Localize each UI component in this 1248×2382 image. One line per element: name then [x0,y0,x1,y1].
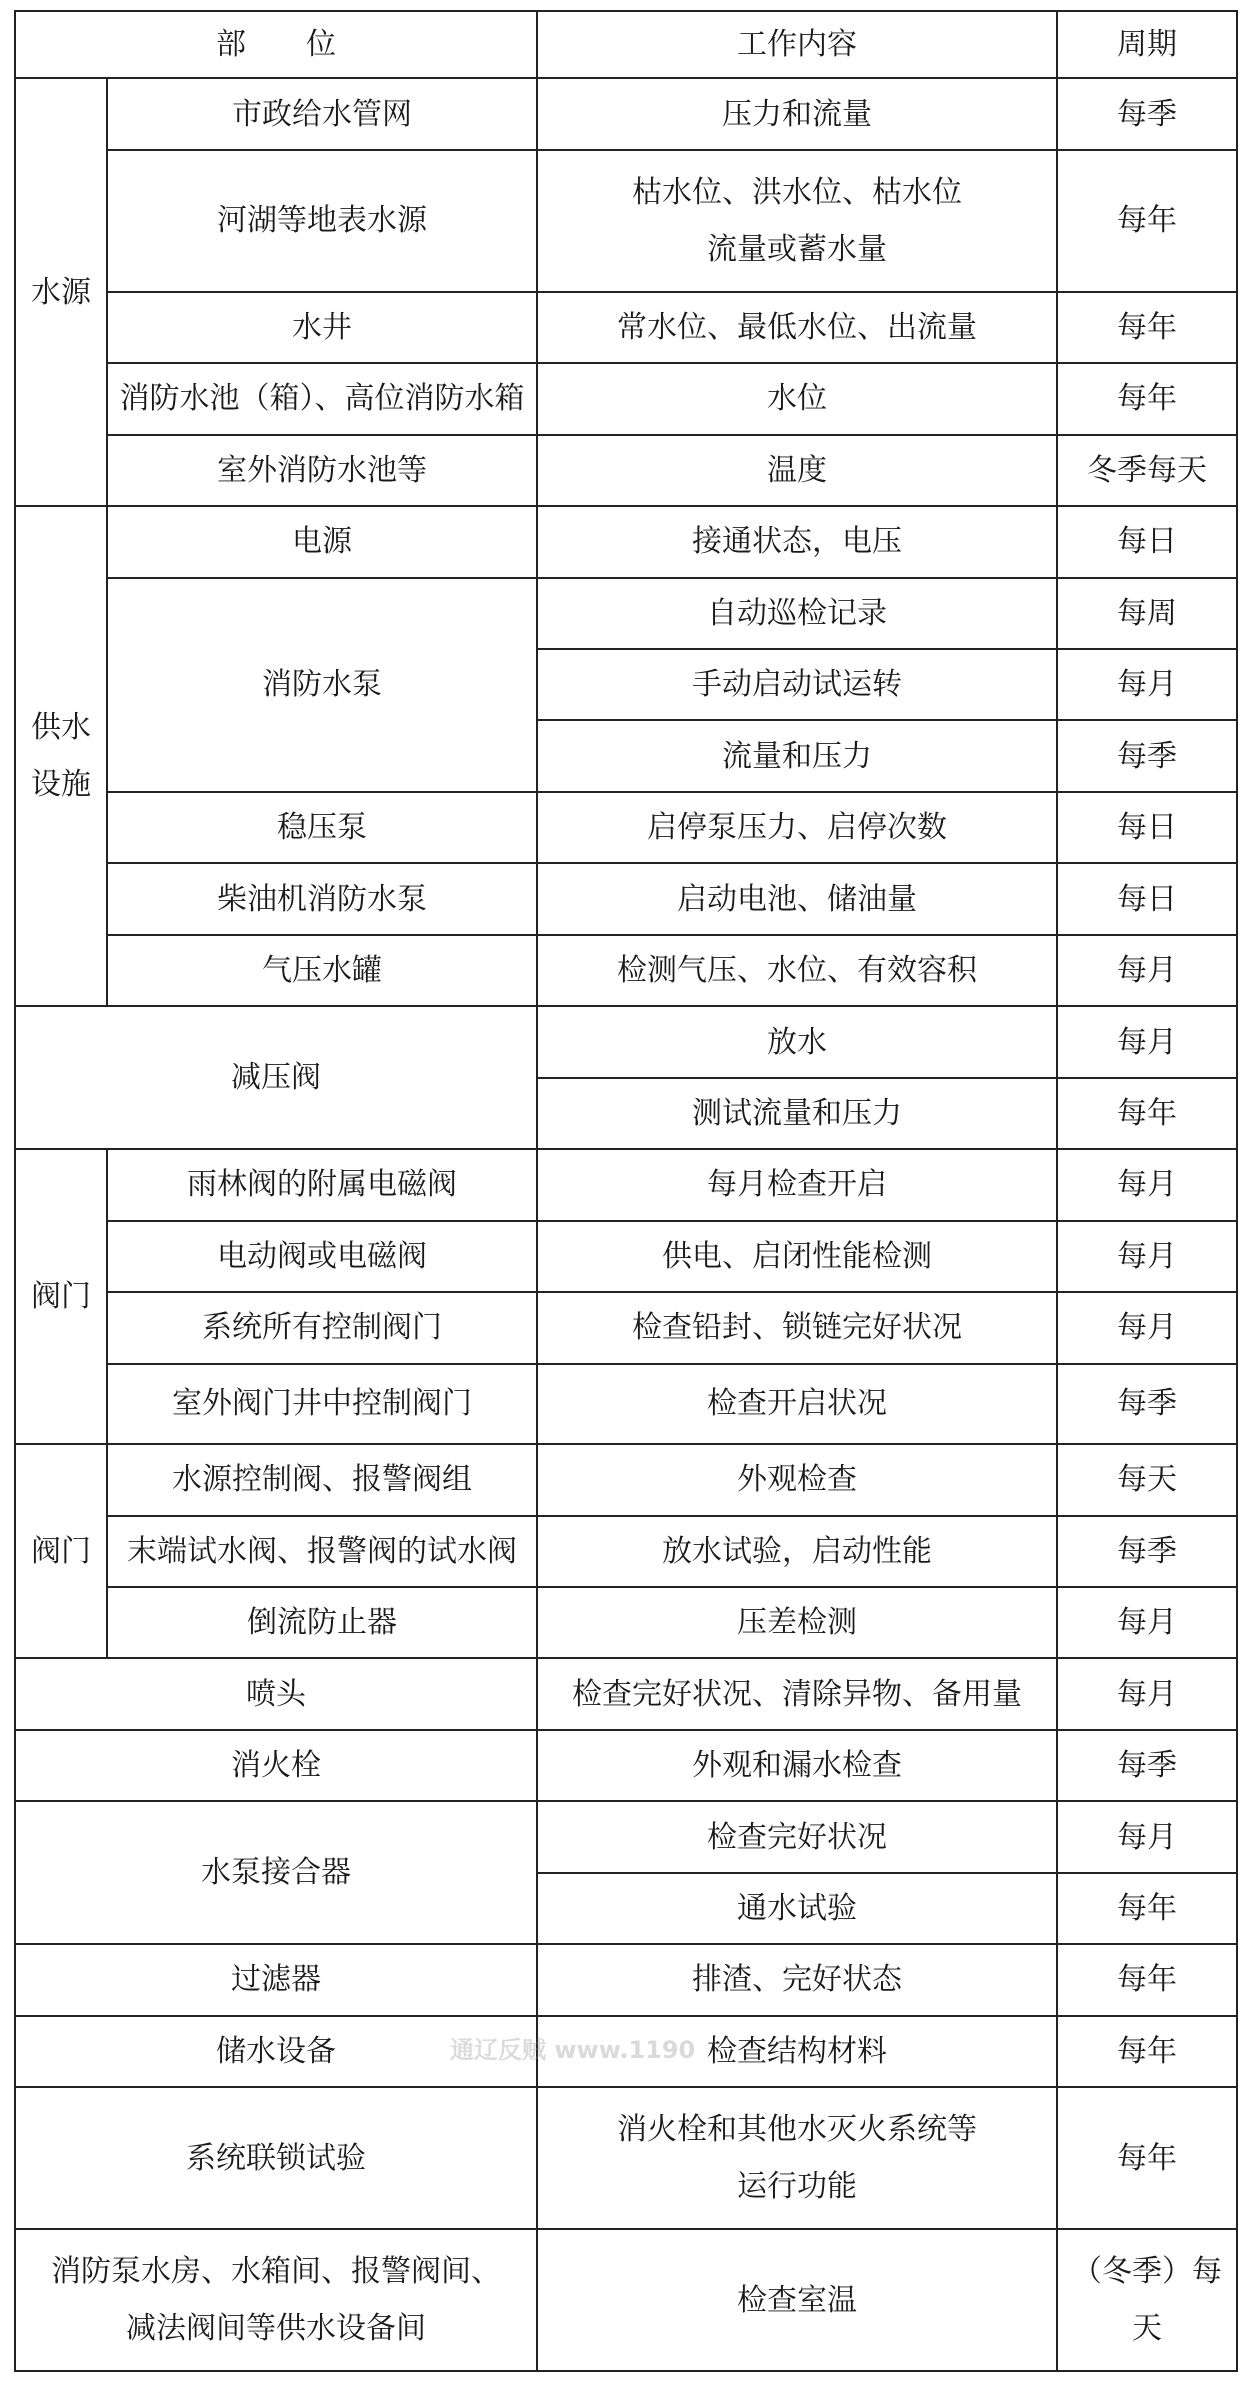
content-cell: 测试流量和压力 [537,1078,1057,1149]
table-row [15,292,1237,363]
cycle-cell: 每日 [1057,863,1237,934]
cycle-cell: 每季 [1057,1730,1237,1801]
header-content: 工作内容 [537,11,1057,78]
table-row [15,435,1237,506]
item-cell: 室外消防水池等 [107,435,537,506]
content-cell: 外观和漏水检查 [537,1730,1057,1801]
item-cell: 消火栓 [15,1730,537,1801]
cycle-cell: 每年 [1057,2016,1237,2087]
item-cell: 河湖等地表水源 [107,150,537,292]
table-row [15,2016,1237,2087]
content-cell [537,150,1057,292]
item-cell: 水泵接合器 [15,1801,537,1944]
content-cell: 检查完好状况 [537,1801,1057,1872]
content-cell: 外观检查 [537,1444,1057,1515]
content-cell: 供电、启闭性能检测 [537,1221,1057,1292]
content-cell: 压力和流量 [537,78,1057,149]
cycle-cell: 冬季每天 [1057,435,1237,506]
content-cell: 手动启动试运转 [537,649,1057,720]
group-water-source: 水源 [15,78,107,506]
cycle-cell: 每月 [1057,1221,1237,1292]
cycle-cell: 每天 [1057,1444,1237,1515]
cycle-cell: 每月 [1057,1587,1237,1658]
table-row [15,1587,1237,1658]
cycle-cell: 每季 [1057,1364,1237,1445]
table-row [15,1364,1237,1445]
table-row [15,1221,1237,1292]
content-cell: 流量和压力 [537,720,1057,791]
item-cell: 气压水罐 [107,935,537,1006]
item-line: 减法阀间等供水设备间 [126,2311,426,2347]
maintenance-table [14,10,1238,2372]
header-part: 部 位 [15,11,537,78]
content-cell: 检查开启状况 [537,1364,1057,1445]
table-row [15,1516,1237,1587]
cycle-cell: 每月 [1057,935,1237,1006]
content-cell: 启停泵压力、启停次数 [537,792,1057,863]
table-row [15,578,1237,649]
content-line: 消火栓和其他水灭火系统等 [617,2112,977,2148]
maintenance-table-sheet [14,10,1236,2372]
table-row [15,2229,1237,2371]
cycle-cell: 每年 [1057,1078,1237,1149]
content-cell: 自动巡检记录 [537,578,1057,649]
group-supply-line: 设施 [31,767,91,803]
item-cell: 柴油机消防水泵 [107,863,537,934]
cycle-cell: 每月 [1057,1801,1237,1872]
cycle-cell: 每季 [1057,78,1237,149]
item-cell: 喷头 [15,1658,537,1729]
content-cell: 通水试验 [537,1873,1057,1944]
content-cell: 检测气压、水位、有效容积 [537,935,1057,1006]
content-cell: 检查铅封、锁链完好状况 [537,1292,1057,1363]
cycle-cell: 每年 [1057,150,1237,292]
cycle-cell: 每年 [1057,292,1237,363]
content-cell: 温度 [537,435,1057,506]
content-cell: 排渣、完好状态 [537,1944,1057,2015]
cycle-cell: 每年 [1057,1944,1237,2015]
table-row [15,792,1237,863]
content-cell: 检查室温 [537,2229,1057,2371]
cycle-cell: 每年 [1057,1873,1237,1944]
item-cell: 市政给水管网 [107,78,537,149]
content-cell: 接通状态，电压 [537,506,1057,577]
content-line: 流量或蓄水量 [707,231,887,267]
table-row [15,935,1237,1006]
item-cell: 电动阀或电磁阀 [107,1221,537,1292]
cycle-cell: 每季 [1057,1516,1237,1587]
content-cell: 放水试验，启动性能 [537,1516,1057,1587]
content-cell: 检查结构材料 [537,2016,1057,2087]
group-supply-line: 供水 [31,710,91,746]
table-row [15,863,1237,934]
item-cell [15,2229,537,2371]
item-cell: 雨林阀的附属电磁阀 [107,1149,537,1220]
group-supply [15,506,107,1006]
cycle-cell: 每季 [1057,720,1237,791]
item-line: 消防泵水房、水箱间、报警阀间、 [51,2254,501,2290]
item-cell: 水源控制阀、报警阀组 [107,1444,537,1515]
table-row [15,1658,1237,1729]
cycle-cell: 每年 [1057,2087,1237,2229]
content-cell: 每月检查开启 [537,1149,1057,1220]
content-cell: 水位 [537,363,1057,434]
item-cell: 室外阀门井中控制阀门 [107,1364,537,1445]
cycle-cell: 每月 [1057,1006,1237,1077]
cycle-cell: 每月 [1057,1149,1237,1220]
table-row [15,1801,1237,1872]
group-valve: 阀门 [15,1444,107,1658]
table-row [15,1444,1237,1515]
content-cell [537,2087,1057,2229]
table-row [15,363,1237,434]
content-line: 枯水位、洪水位、枯水位 [632,174,962,210]
cycle-cell: 每月 [1057,649,1237,720]
table-row [15,78,1237,149]
item-cell: 系统所有控制阀门 [107,1292,537,1363]
table-row [15,506,1237,577]
content-cell: 常水位、最低水位、出流量 [537,292,1057,363]
content-cell: 放水 [537,1006,1057,1077]
cycle-cell: 每月 [1057,1292,1237,1363]
item-cell: 末端试水阀、报警阀的试水阀 [107,1516,537,1587]
table-row [15,1006,1237,1077]
table-row [15,2087,1237,2229]
content-cell: 检查完好状况、清除异物、备用量 [537,1658,1057,1729]
content-cell: 启动电池、储油量 [537,863,1057,934]
table-row [15,1292,1237,1363]
item-cell: 系统联锁试验 [15,2087,537,2229]
item-cell: 过滤器 [15,1944,537,2015]
content-line: 运行功能 [737,2169,857,2205]
item-cell: 储水设备 [15,2016,537,2087]
cycle-cell: 每年 [1057,363,1237,434]
item-cell: 消防水池（箱）、高位消防水箱 [107,363,537,434]
content-cell: 压差检测 [537,1587,1057,1658]
cycle-cell: 每周 [1057,578,1237,649]
cycle-cell: 每月 [1057,1658,1237,1729]
table-row [15,1944,1237,2015]
table-row [15,150,1237,292]
item-cell: 减压阀 [15,1006,537,1149]
group-valve: 阀门 [15,1149,107,1444]
table-row [15,1730,1237,1801]
item-cell: 水井 [107,292,537,363]
item-cell: 电源 [107,506,537,577]
item-cell: 消防水泵 [107,578,537,792]
cycle-cell: （冬季）每天 [1057,2229,1237,2371]
cycle-cell: 每日 [1057,506,1237,577]
header-cycle: 周期 [1057,11,1237,78]
item-cell: 稳压泵 [107,792,537,863]
table-row [15,1149,1237,1220]
item-cell: 倒流防止器 [107,1587,537,1658]
watermark: 通辽反贼 www.1190 [450,2036,696,2064]
cycle-cell: 每日 [1057,792,1237,863]
header-row [15,11,1237,78]
